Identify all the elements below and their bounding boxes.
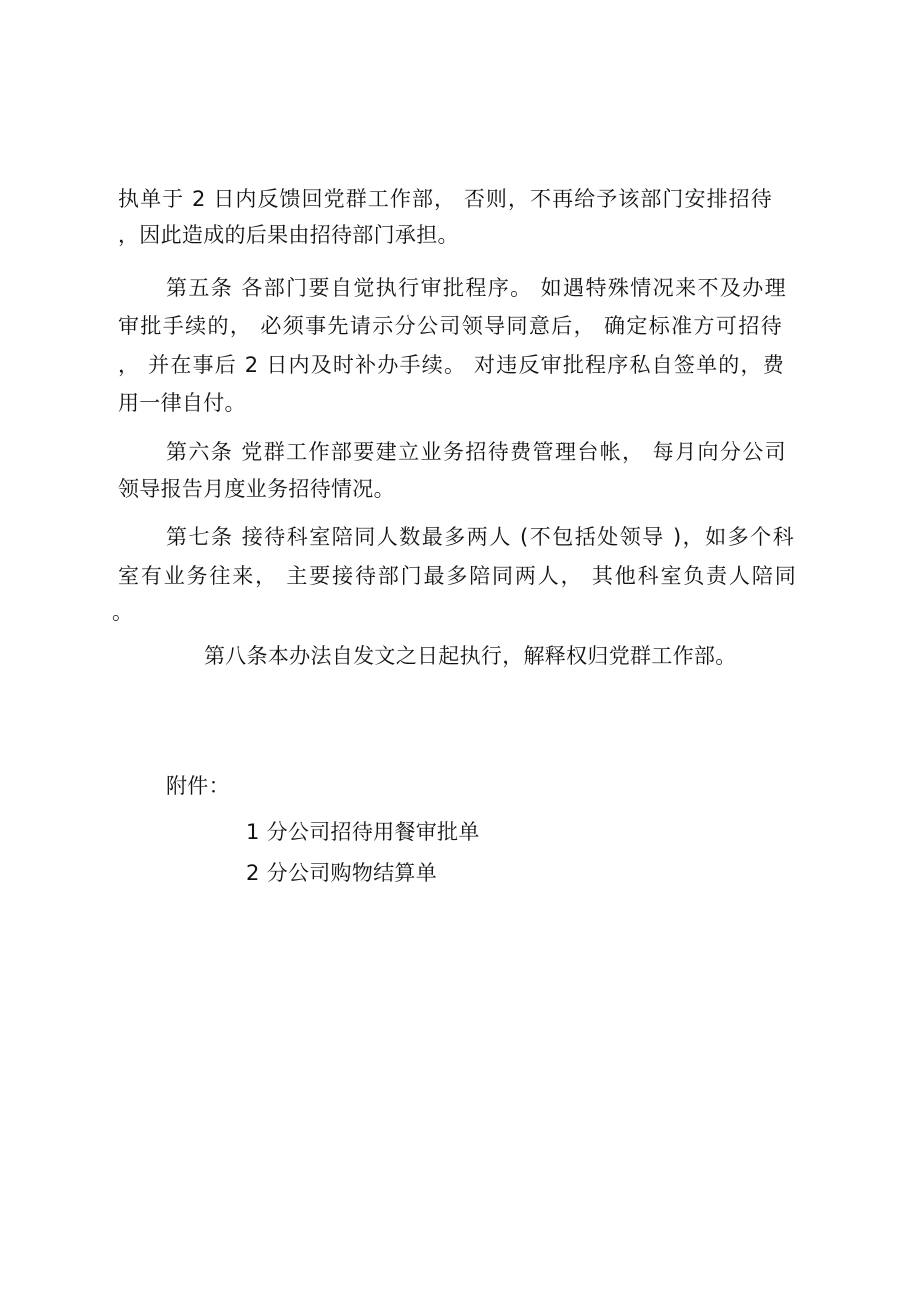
attachment-item: 2 分公司购物结算单 xyxy=(246,861,438,885)
attachment-item: 1 分公司招待用餐审批单 xyxy=(246,820,480,844)
article-7-line: 室有业务往来， 主要接待部门最多陪同两人， 其他科室负责人陪同 xyxy=(118,564,796,588)
article-5-line: 用一律自付。 xyxy=(118,391,246,415)
paragraph-line: 执单于 2 日内反馈回党群工作部， 否则，不再给予该部门安排招待 xyxy=(118,187,772,211)
article-6-line: 第六条 党群工作部要建立业务招待费管理台帐， 每月向分公司 xyxy=(166,440,786,464)
article-5-line: 第五条 各部门要自觉执行审批程序。 如遇特殊情况来不及办理 xyxy=(166,276,786,300)
article-7-line: 第七条 接待科室陪同人数最多两人 (不包括处领导 )，如多个科 xyxy=(166,525,794,549)
article-8-line: 第八条本办法自发文之日起执行，解释权归党群工作部。 xyxy=(204,644,737,668)
article-7-line: 。 xyxy=(112,600,134,624)
article-6-line: 领导报告月度业务招待情况。 xyxy=(118,477,395,501)
attachments-label: 附件： xyxy=(166,774,230,798)
article-5-line: ， 并在事后 2 日内及时补办手续。 对违反审批程序私自签单的，费 xyxy=(118,353,784,377)
paragraph-line: ，因此造成的后果由招待部门承担。 xyxy=(118,223,459,247)
article-5-line: 审批手续的， 必须事先请示分公司领导同意后， 确定标准方可招待 xyxy=(118,314,782,338)
